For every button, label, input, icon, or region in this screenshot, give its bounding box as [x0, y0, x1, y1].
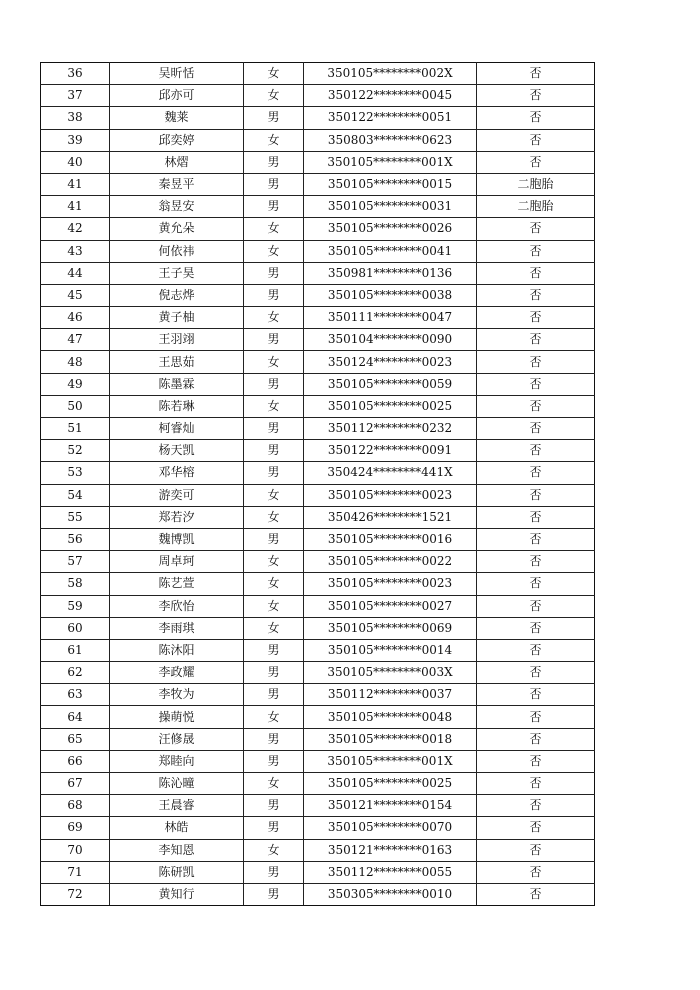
twin-status-cell: 否: [477, 706, 595, 728]
twin-status-cell: 否: [477, 817, 595, 839]
id-number-cell: 350105********0022: [304, 551, 477, 573]
twin-status-cell: 否: [477, 617, 595, 639]
table-row: [41, 262, 595, 284]
gender-cell: 男: [244, 528, 304, 550]
table-row: [41, 728, 595, 750]
name-cell: 李知恩: [110, 839, 244, 861]
id-number-cell: 350112********0055: [304, 861, 477, 883]
gender-cell: 男: [244, 728, 304, 750]
twin-status-cell: 否: [477, 373, 595, 395]
name-cell: 郑睦向: [110, 750, 244, 772]
id-number-cell: 350105********0025: [304, 773, 477, 795]
row-number-cell: 47: [41, 329, 110, 351]
name-cell: 操萌悦: [110, 706, 244, 728]
id-number-cell: 350122********0045: [304, 85, 477, 107]
name-cell: 李牧为: [110, 684, 244, 706]
id-number-cell: 350112********0037: [304, 684, 477, 706]
row-number-cell: 50: [41, 395, 110, 417]
row-number-cell: 41: [41, 173, 110, 195]
gender-cell: 女: [244, 573, 304, 595]
gender-cell: 男: [244, 329, 304, 351]
table-row: [41, 484, 595, 506]
row-number-cell: 38: [41, 107, 110, 129]
gender-cell: 女: [244, 617, 304, 639]
id-number-cell: 350122********0051: [304, 107, 477, 129]
twin-status-cell: 否: [477, 750, 595, 772]
table-row: [41, 151, 595, 173]
row-number-cell: 42: [41, 218, 110, 240]
row-number-cell: 37: [41, 85, 110, 107]
id-number-cell: 350105********001X: [304, 750, 477, 772]
id-number-cell: 350105********0025: [304, 395, 477, 417]
row-number-cell: 59: [41, 595, 110, 617]
twin-status-cell: 否: [477, 484, 595, 506]
row-number-cell: 41: [41, 196, 110, 218]
table-row: [41, 196, 595, 218]
gender-cell: 男: [244, 817, 304, 839]
table-row: [41, 462, 595, 484]
row-number-cell: 64: [41, 706, 110, 728]
row-number-cell: 62: [41, 662, 110, 684]
gender-cell: 男: [244, 418, 304, 440]
table-row: [41, 773, 595, 795]
id-number-cell: 350424********441X: [304, 462, 477, 484]
name-cell: 汪修晟: [110, 728, 244, 750]
table-row: [41, 63, 595, 85]
id-number-cell: 350426********1521: [304, 506, 477, 528]
table-row: [41, 662, 595, 684]
name-cell: 邱亦可: [110, 85, 244, 107]
row-number-cell: 57: [41, 551, 110, 573]
gender-cell: 女: [244, 551, 304, 573]
id-number-cell: 350121********0163: [304, 839, 477, 861]
id-number-cell: 350112********0232: [304, 418, 477, 440]
twin-status-cell: 否: [477, 839, 595, 861]
twin-status-cell: 否: [477, 395, 595, 417]
twin-status-cell: 否: [477, 639, 595, 661]
id-number-cell: 350122********0091: [304, 440, 477, 462]
name-cell: 王晨睿: [110, 795, 244, 817]
name-cell: 秦昱平: [110, 173, 244, 195]
row-number-cell: 53: [41, 462, 110, 484]
gender-cell: 女: [244, 307, 304, 329]
twin-status-cell: 否: [477, 573, 595, 595]
row-number-cell: 40: [41, 151, 110, 173]
id-number-cell: 350105********001X: [304, 151, 477, 173]
table-row: [41, 795, 595, 817]
table-row: [41, 684, 595, 706]
row-number-cell: 44: [41, 262, 110, 284]
name-cell: 李政耀: [110, 662, 244, 684]
table-row: [41, 595, 595, 617]
table-row: [41, 440, 595, 462]
table-row: [41, 706, 595, 728]
name-cell: 陈研凯: [110, 861, 244, 883]
table-row: [41, 639, 595, 661]
row-number-cell: 55: [41, 506, 110, 528]
name-cell: 邱奕婷: [110, 129, 244, 151]
row-number-cell: 60: [41, 617, 110, 639]
gender-cell: 男: [244, 196, 304, 218]
gender-cell: 女: [244, 351, 304, 373]
twin-status-cell: 否: [477, 107, 595, 129]
name-cell: 游奕可: [110, 484, 244, 506]
gender-cell: 女: [244, 129, 304, 151]
table-row: [41, 839, 595, 861]
table-row: [41, 307, 595, 329]
gender-cell: 男: [244, 151, 304, 173]
gender-cell: 女: [244, 506, 304, 528]
twin-status-cell: 否: [477, 418, 595, 440]
id-number-cell: 350105********0069: [304, 617, 477, 639]
table-row: [41, 218, 595, 240]
row-number-cell: 52: [41, 440, 110, 462]
table-row: [41, 85, 595, 107]
twin-status-cell: 否: [477, 307, 595, 329]
gender-cell: 女: [244, 484, 304, 506]
id-number-cell: 350104********0090: [304, 329, 477, 351]
twin-status-cell: 否: [477, 773, 595, 795]
table-row: [41, 617, 595, 639]
gender-cell: 女: [244, 85, 304, 107]
twin-status-cell: 否: [477, 506, 595, 528]
id-number-cell: 350105********0015: [304, 173, 477, 195]
twin-status-cell: 否: [477, 240, 595, 262]
gender-cell: 男: [244, 883, 304, 905]
gender-cell: 女: [244, 240, 304, 262]
id-number-cell: 350105********002X: [304, 63, 477, 85]
name-cell: 魏博凯: [110, 528, 244, 550]
name-cell: 陈若琳: [110, 395, 244, 417]
id-number-cell: 350105********0023: [304, 573, 477, 595]
row-number-cell: 36: [41, 63, 110, 85]
gender-cell: 男: [244, 750, 304, 772]
table-row: [41, 373, 595, 395]
name-cell: 林皓: [110, 817, 244, 839]
twin-status-cell: 否: [477, 684, 595, 706]
roster-table: [40, 62, 595, 906]
id-number-cell: 350105********0027: [304, 595, 477, 617]
id-number-cell: 350305********0010: [304, 883, 477, 905]
twin-status-cell: 否: [477, 329, 595, 351]
row-number-cell: 58: [41, 573, 110, 595]
twin-status-cell: 否: [477, 440, 595, 462]
table-row: [41, 817, 595, 839]
name-cell: 翁昱安: [110, 196, 244, 218]
table-row: [41, 861, 595, 883]
name-cell: 李雨琪: [110, 617, 244, 639]
id-number-cell: 350105********0059: [304, 373, 477, 395]
row-number-cell: 43: [41, 240, 110, 262]
gender-cell: 女: [244, 63, 304, 85]
gender-cell: 女: [244, 595, 304, 617]
row-number-cell: 69: [41, 817, 110, 839]
twin-status-cell: 否: [477, 595, 595, 617]
row-number-cell: 66: [41, 750, 110, 772]
name-cell: 陈艺萱: [110, 573, 244, 595]
id-number-cell: 350124********0023: [304, 351, 477, 373]
twin-status-cell: 否: [477, 262, 595, 284]
name-cell: 黄知行: [110, 883, 244, 905]
name-cell: 王思茹: [110, 351, 244, 373]
name-cell: 倪志烨: [110, 284, 244, 306]
roster-table-body: [41, 63, 595, 906]
name-cell: 郑若汐: [110, 506, 244, 528]
name-cell: 陈沁曈: [110, 773, 244, 795]
id-number-cell: 350121********0154: [304, 795, 477, 817]
twin-status-cell: 否: [477, 528, 595, 550]
row-number-cell: 65: [41, 728, 110, 750]
twin-status-cell: 否: [477, 462, 595, 484]
id-number-cell: 350105********003X: [304, 662, 477, 684]
table-row: [41, 883, 595, 905]
twin-status-cell: 否: [477, 63, 595, 85]
table-row: [41, 528, 595, 550]
name-cell: 何依祎: [110, 240, 244, 262]
gender-cell: 男: [244, 262, 304, 284]
row-number-cell: 56: [41, 528, 110, 550]
name-cell: 陈沐阳: [110, 639, 244, 661]
id-number-cell: 350105********0023: [304, 484, 477, 506]
id-number-cell: 350105********0026: [304, 218, 477, 240]
twin-status-cell: 否: [477, 883, 595, 905]
table-row: [41, 329, 595, 351]
table-row: [41, 107, 595, 129]
table-row: [41, 129, 595, 151]
row-number-cell: 51: [41, 418, 110, 440]
name-cell: 王羽翊: [110, 329, 244, 351]
name-cell: 吴昕恬: [110, 63, 244, 85]
twin-status-cell: 否: [477, 284, 595, 306]
row-number-cell: 46: [41, 307, 110, 329]
table-row: [41, 240, 595, 262]
row-number-cell: 63: [41, 684, 110, 706]
name-cell: 王子昊: [110, 262, 244, 284]
gender-cell: 男: [244, 795, 304, 817]
row-number-cell: 49: [41, 373, 110, 395]
table-row: [41, 418, 595, 440]
twin-status-cell: 否: [477, 728, 595, 750]
id-number-cell: 350105********0041: [304, 240, 477, 262]
name-cell: 李欣怡: [110, 595, 244, 617]
table-row: [41, 750, 595, 772]
id-number-cell: 350105********0018: [304, 728, 477, 750]
gender-cell: 男: [244, 662, 304, 684]
name-cell: 林熠: [110, 151, 244, 173]
table-row: [41, 284, 595, 306]
id-number-cell: 350105********0016: [304, 528, 477, 550]
name-cell: 魏莱: [110, 107, 244, 129]
gender-cell: 男: [244, 861, 304, 883]
table-row: [41, 506, 595, 528]
gender-cell: 男: [244, 173, 304, 195]
twin-status-cell: 否: [477, 218, 595, 240]
row-number-cell: 54: [41, 484, 110, 506]
gender-cell: 男: [244, 284, 304, 306]
table-row: [41, 173, 595, 195]
gender-cell: 女: [244, 839, 304, 861]
id-number-cell: 350105********0038: [304, 284, 477, 306]
gender-cell: 男: [244, 462, 304, 484]
table-row: [41, 551, 595, 573]
table-row: [41, 573, 595, 595]
gender-cell: 女: [244, 218, 304, 240]
twin-status-cell: 二胞胎: [477, 173, 595, 195]
row-number-cell: 70: [41, 839, 110, 861]
twin-status-cell: 否: [477, 129, 595, 151]
name-cell: 黄允朵: [110, 218, 244, 240]
id-number-cell: 350111********0047: [304, 307, 477, 329]
row-number-cell: 68: [41, 795, 110, 817]
id-number-cell: 350803********0623: [304, 129, 477, 151]
twin-status-cell: 否: [477, 151, 595, 173]
row-number-cell: 45: [41, 284, 110, 306]
twin-status-cell: 二胞胎: [477, 196, 595, 218]
gender-cell: 女: [244, 773, 304, 795]
twin-status-cell: 否: [477, 351, 595, 373]
gender-cell: 男: [244, 639, 304, 661]
name-cell: 柯睿灿: [110, 418, 244, 440]
gender-cell: 女: [244, 395, 304, 417]
name-cell: 陈墨霖: [110, 373, 244, 395]
gender-cell: 男: [244, 373, 304, 395]
row-number-cell: 48: [41, 351, 110, 373]
row-number-cell: 72: [41, 883, 110, 905]
id-number-cell: 350981********0136: [304, 262, 477, 284]
id-number-cell: 350105********0031: [304, 196, 477, 218]
gender-cell: 男: [244, 440, 304, 462]
name-cell: 黄子柚: [110, 307, 244, 329]
twin-status-cell: 否: [477, 795, 595, 817]
row-number-cell: 39: [41, 129, 110, 151]
gender-cell: 男: [244, 684, 304, 706]
gender-cell: 女: [244, 706, 304, 728]
table-row: [41, 351, 595, 373]
name-cell: 杨天凯: [110, 440, 244, 462]
id-number-cell: 350105********0048: [304, 706, 477, 728]
row-number-cell: 71: [41, 861, 110, 883]
row-number-cell: 67: [41, 773, 110, 795]
name-cell: 邓华榕: [110, 462, 244, 484]
row-number-cell: 61: [41, 639, 110, 661]
twin-status-cell: 否: [477, 861, 595, 883]
id-number-cell: 350105********0014: [304, 639, 477, 661]
table-row: [41, 395, 595, 417]
twin-status-cell: 否: [477, 85, 595, 107]
name-cell: 周卓珂: [110, 551, 244, 573]
gender-cell: 男: [244, 107, 304, 129]
twin-status-cell: 否: [477, 551, 595, 573]
id-number-cell: 350105********0070: [304, 817, 477, 839]
twin-status-cell: 否: [477, 662, 595, 684]
